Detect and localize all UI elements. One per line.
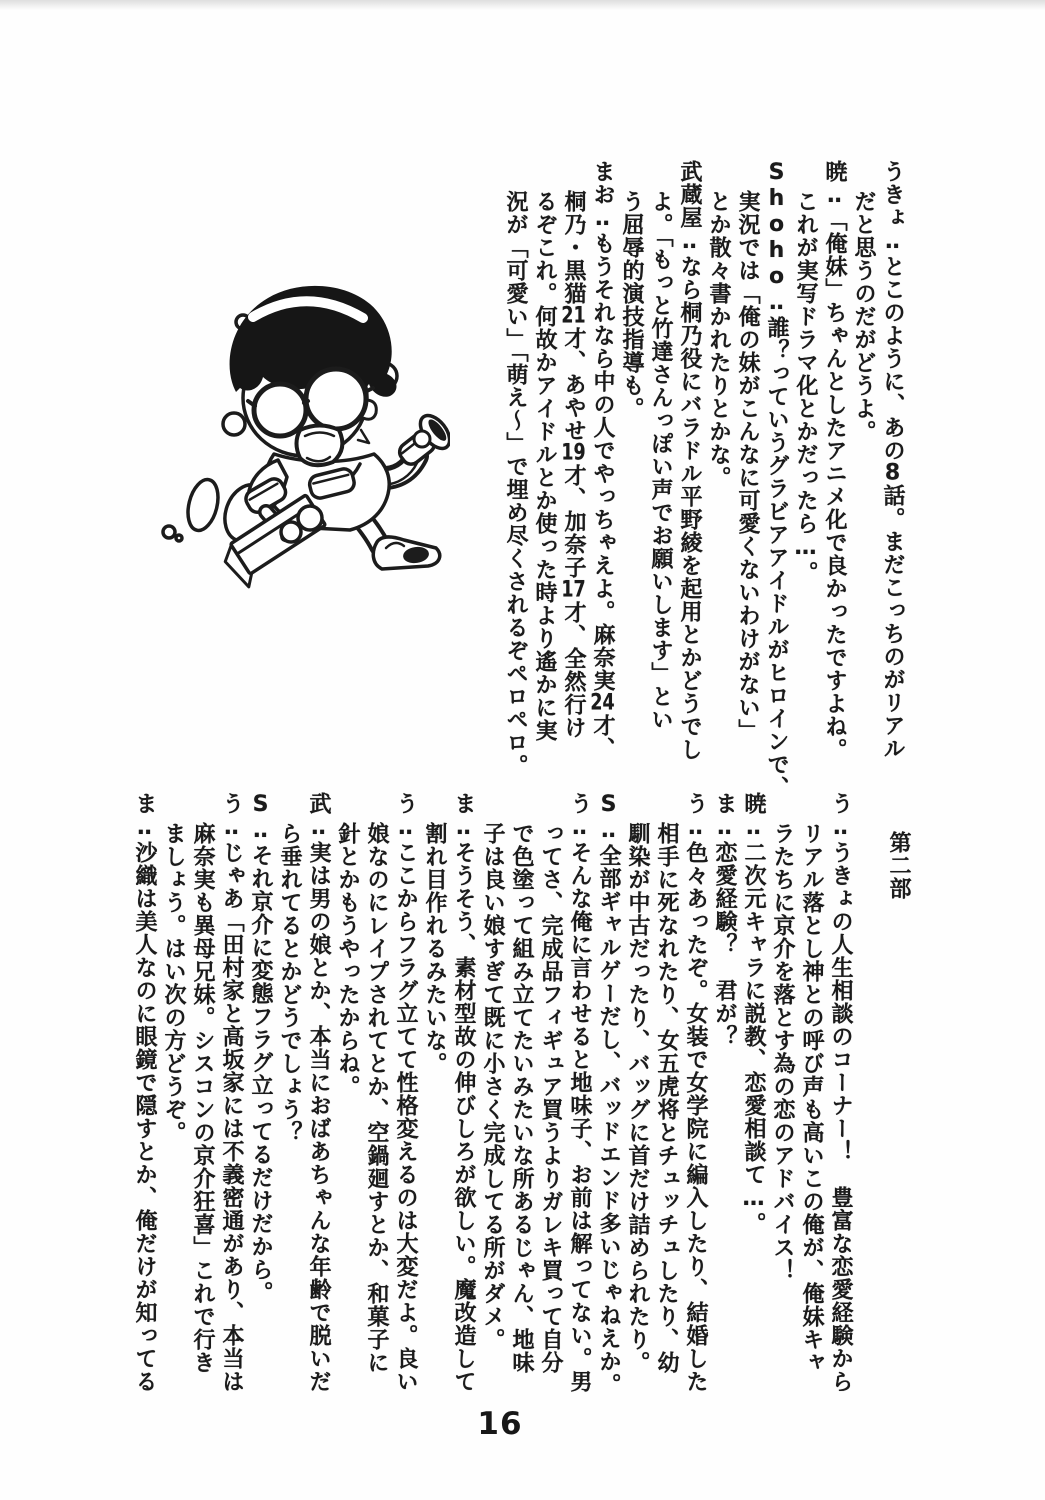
text-column: S‥全部ギャルゲーだし、バッドエンド多いじゃねえか。 [596, 792, 621, 1396]
text-column: う‥ここからフラグ立てて性格変えるのは大変だよ。良い [393, 792, 418, 1393]
text-column: う屈辱的演技指導も。 [619, 190, 644, 420]
text-column: ら垂れてるとかどうでしょう？ [277, 822, 302, 1144]
text-column: ラたちに京介を落とす為の恋のアドバイス！ [770, 822, 795, 1282]
text-column: よ。「もっと竹達さんっぽい声でお願いします」とい [648, 190, 673, 731]
text-column: リアル落とし神との呼び声も高いこの俺が、俺妹キャ [799, 822, 824, 1374]
text-column: 暁‥「俺妹」ちゃんとしたアニメ化で良かったですよね。 [822, 160, 847, 761]
dialogue-block-top [501, 160, 907, 799]
text-column: 桐乃・黒猫21才、あやせ19才、加奈子17才、全然行け [561, 190, 586, 739]
chibi-illustration-svg [150, 272, 450, 597]
text-column: S‥それ京介に変態フラグ立ってるだけだから。 [248, 792, 273, 1304]
text-column: う‥色々あったぞ。女装で女学院に編入したり、結婚した [683, 792, 708, 1393]
text-column: 馴染が中古だったり、バッグに首だけ詰められたり。 [625, 822, 650, 1374]
head [230, 286, 397, 465]
text-column: う‥じゃあ「田村家と高坂家には不義密通があり、本当は [219, 792, 244, 1393]
text-column: だと思うのだがどうよ。 [851, 190, 876, 443]
text-column: ま‥沙織は美人なのに眼鏡で隠すとか、俺だけが知ってる [132, 792, 157, 1393]
text-column [855, 792, 884, 1440]
text-column: 麻奈実も異母兄妹。シスコンの京介狂喜」これで行き [190, 822, 215, 1374]
motion-mark [358, 430, 369, 443]
text-column: ま‥恋愛経験？ 君が？ [712, 792, 737, 1048]
text-column: 第二部 [886, 831, 911, 900]
text-column: これが実写ドラマ化とかだったら…。 [793, 190, 818, 584]
text-column: で色塗って組み立てたいみたいな所あるじゃん、地味 [509, 822, 534, 1374]
text-column: う‥そんな俺に言わせると地味子、お前は解ってない。男 [567, 792, 592, 1393]
text-column: 武‥実は男の娘とか、本当におばあちゃんな年齢で脱いだ [306, 792, 331, 1393]
text-column: 実況では「俺の妹がこんなに可愛くないわけがない」 [735, 190, 760, 742]
text-column: るぞこれ。何故かアイドルとか使った時より遙かに実 [532, 190, 557, 742]
text-column: 況が「可愛い」「萌え〜」で埋め尽くされるぞペロペロ。 [503, 190, 528, 777]
text-column: 子は良い娘すぎて既に小さく完成してる所がダメ。 [480, 822, 505, 1351]
text-column: 武蔵屋‥なら桐乃役にバラドル平野綾を起用とかどうでし [677, 160, 702, 761]
scan-edge-shadow [0, 0, 1045, 10]
text-column: ましょう。はい次の方どうぞ。 [161, 822, 186, 1144]
text-column: とか散々書かれたりとかな。 [706, 190, 731, 489]
text-column: うきょ‥とこのように、あの8話。まだこっちのがリアル [880, 160, 905, 760]
dialogue-block-bottom [130, 792, 913, 1440]
text-column: 相手に死なれたり、女五虎将とチュッチュしたり、幼 [654, 822, 679, 1374]
text-column: う‥うきょの人生相談のコーナー！ 豊富な恋愛経験から [828, 792, 853, 1393]
page-number: 16 [477, 1406, 523, 1442]
text-column: Shoho‥誰？っていうグラビアアイドルがヒロインで、 [764, 160, 789, 799]
text-column: ま‥そうそう、素材型故の伸びしろが欲しい。魔改造して [451, 792, 476, 1393]
text-column: 針とかもうやったからね。 [335, 822, 360, 1098]
text-column: ってさ、完成品フィギュア買うよりガレキ買って自分 [538, 822, 563, 1374]
text-column: まお‥もうそれなら中の人でやっちゃえよ。麻奈実24才、 [590, 160, 615, 760]
text-column: 娘なのにレイプされてとか、空鍋廻すとか、和菓子に [364, 822, 389, 1374]
text-column: 割れ目作れるみたいな。 [422, 822, 447, 1075]
text-column: 暁‥二次元キャラに説教、恋愛相談て…。 [741, 792, 766, 1235]
chibi-illustration [150, 272, 450, 597]
